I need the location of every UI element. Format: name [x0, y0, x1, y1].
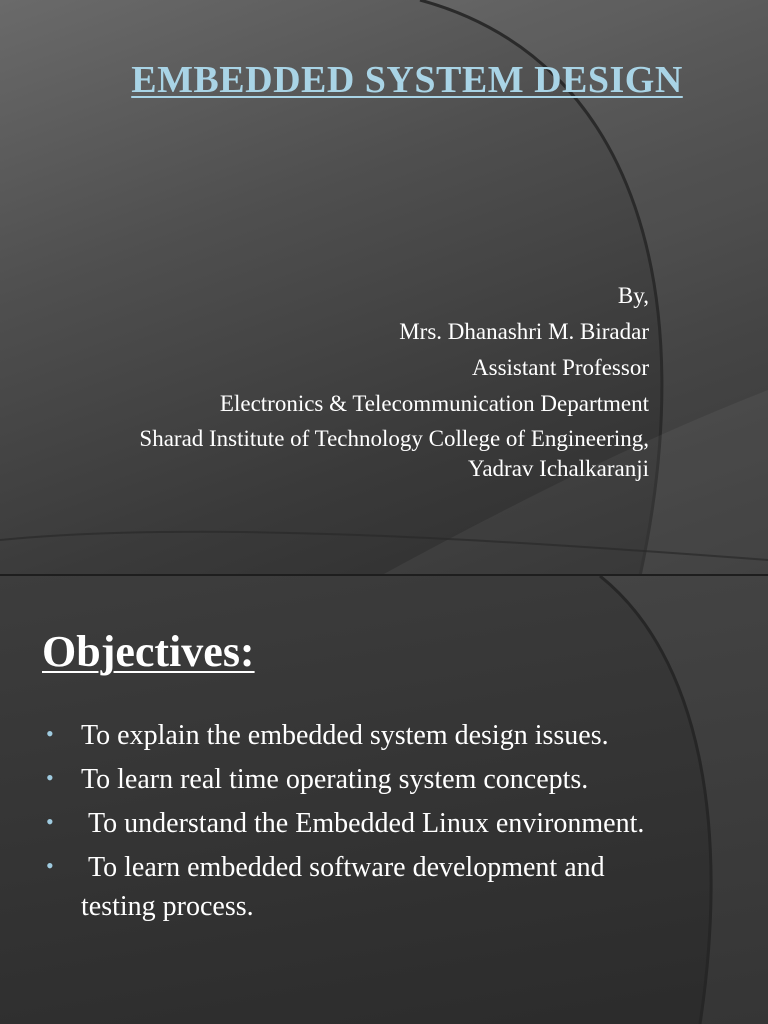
bullet-icon: •: [46, 765, 54, 790]
list-item: [46, 760, 646, 799]
author-by-label: By,: [617, 283, 649, 308]
objectives-heading: Objectives:: [42, 627, 255, 676]
objective-text: To learn real time operating system concepts.: [81, 764, 589, 795]
objective-text: To explain the embedded system design issues.: [81, 720, 609, 751]
objectives-list: [46, 716, 646, 931]
slide-title-heading: EMBEDDED SYSTEM DESIGN: [131, 59, 683, 101]
author-institute: Sharad Institute of Technology College of Engineering, Yadrav Ichalkaranji: [139, 426, 649, 481]
author-info: [89, 278, 649, 484]
bullet-icon: •: [46, 853, 54, 878]
bullet-icon: •: [46, 721, 54, 746]
bullet-icon: •: [46, 809, 54, 834]
list-item: [46, 804, 646, 843]
list-item: [46, 716, 646, 755]
author-department: Electronics & Telecommunication Department: [219, 391, 649, 416]
author-position: Assistant Professor: [472, 355, 649, 380]
list-item: [46, 848, 646, 926]
author-name: Mrs. Dhanashri M. Biradar: [399, 319, 649, 344]
objective-text: To understand the Embedded Linux environment.: [81, 808, 645, 839]
objective-text: To learn embedded software development and testing process.: [81, 852, 612, 922]
